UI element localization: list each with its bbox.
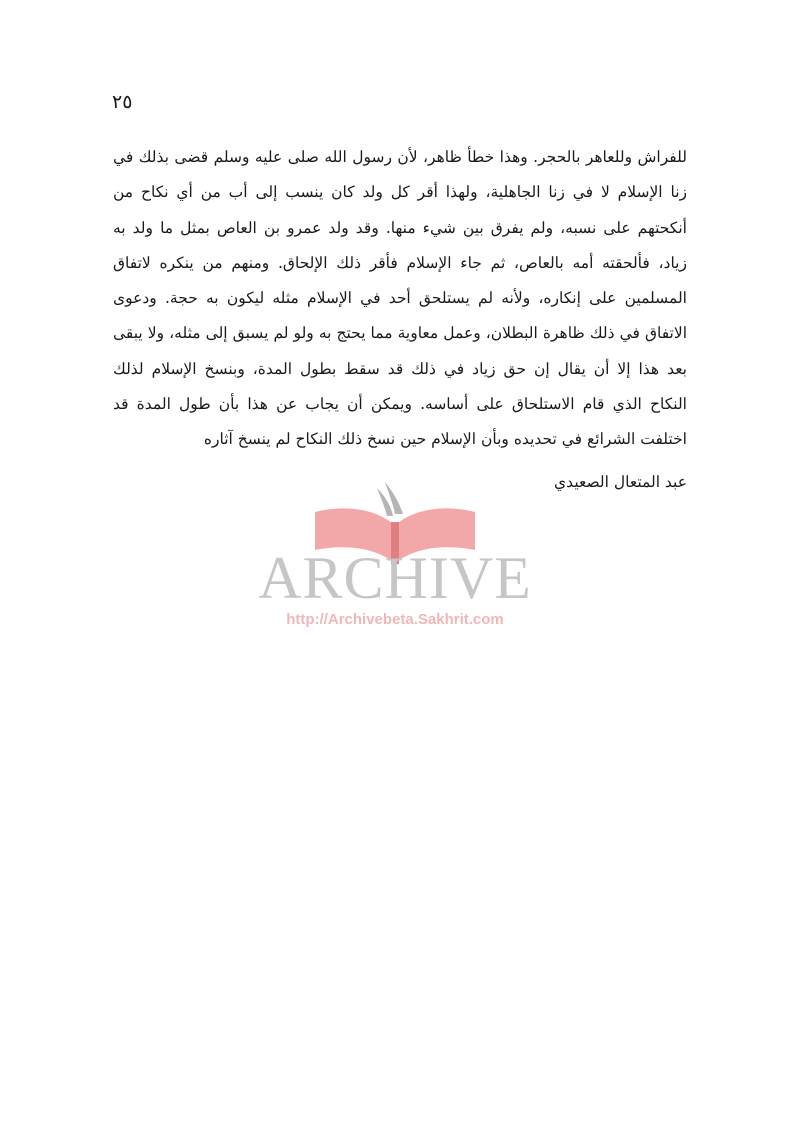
article-paragraph <box>113 140 687 458</box>
text-line: للفراش وللعاهر بالحجر. وهذا خطأ ظاهر، لأن رسول الله صلى عليه وسلم قضى بذلك في <box>113 148 687 166</box>
watermark-title: ARCHIVE <box>258 545 532 611</box>
text-line: بعد هذا إلا أن يقال إن حق زياد في ذلك قد سقط بطول المدة، وبنسخ الإسلام لذلك <box>113 359 687 378</box>
text-line: زياد، فألحقته أمه بالعاص، ثم جاء الإسلام فأقر ذلك الإلحاق. ومنهم من ينكره لاتفاق <box>113 253 687 272</box>
watermark-url: http://Archivebeta.Sakhrit.com <box>286 611 504 628</box>
text-line: المسلمين على إنكاره، ولأنه لم يستلحق أحد في الإسلام مثله ليكون به حجة. ودعوى <box>113 289 687 308</box>
text-line: الاتفاق في ذلك ظاهرة البطلان، وعمل معاوية مما يحتج به ولو لم يسبق إلى مثله، ولا يبقى <box>113 324 687 343</box>
text-line: اختلفت الشرائع في تحديده وبأن الإسلام حين نسخ ذلك النكاح لم ينسخ آثاره <box>203 430 687 449</box>
archive-watermark <box>245 478 545 638</box>
text-line: زنا الإسلام لا في زنا الجاهلية، ولهذا أقر كل ولد كان ينسب إلى أب من أي نكاح من <box>113 183 687 202</box>
author-signature: عبد المتعال الصعيدي <box>554 473 687 491</box>
page-number: ٢٥ <box>112 91 133 113</box>
text-line: النكاح الذي قام الاستلحاق على أساسه. ويمكن أن يجاب عن هذا بأن طول المدة قد <box>113 395 687 414</box>
text-line: أنكحتهم على نسبه، ولم يفرق بين شيء منها. وقد ولد عمرو بن العاص بمثل ما ولد به <box>113 218 687 237</box>
